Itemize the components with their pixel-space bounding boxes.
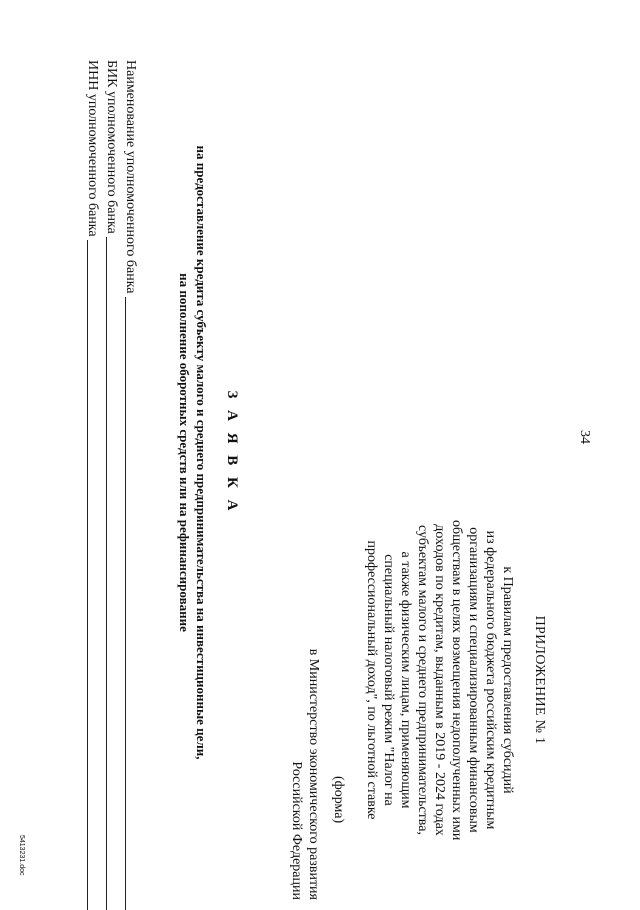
field-label: ИНН уполномоченного банка (85, 60, 100, 237)
document-code: 5413231.doc (18, 835, 25, 876)
page-number: 34 (577, 430, 592, 444)
bank-inn-field[interactable] (84, 60, 102, 910)
appendix-line: к Правилам предоставления субсидий (500, 566, 515, 794)
appendix-line: субъектам малого и среднего предпринимательства, (415, 525, 430, 835)
addressee-line: в Министерство экономического развития (306, 648, 321, 900)
appendix-line: специальный налоговый режим "Налог на (381, 554, 396, 806)
appendix-line: организациям и специализированным финансовым (466, 527, 481, 833)
appendix-title: ПРИЛОЖЕНИЕ № 1 (532, 615, 547, 745)
fill-line[interactable] (106, 237, 108, 910)
appendix-line: доходов по кредитам, выданным в 2019 - 2024 годах (432, 524, 447, 836)
appendix-block (363, 520, 548, 840)
fill-line[interactable] (87, 240, 89, 910)
field-label: БИК уполномоченного банка (104, 60, 119, 234)
appendix-line: из федерального бюджета российским кредитным (483, 530, 498, 830)
field-label: Наименование уполномоченного банка (123, 60, 138, 294)
purpose-line: на пополнение оборотных средств или на рефинансирование (177, 273, 192, 632)
purpose-line: на предоставление кредита субъекту малого и среднего предпринимательства на инвестиционные цели, (194, 145, 209, 760)
document-heading: З А Я В К А (224, 390, 240, 515)
appendix-line: а также физическим лицам, применяющим (398, 551, 413, 809)
addressee-line: Российской Федерации (289, 761, 304, 900)
form-label: (форма) (331, 776, 346, 824)
addressee-block (288, 620, 322, 900)
appendix-line: обществам в целях возмещения недополученных ими (449, 520, 464, 841)
bank-name-field[interactable] (122, 60, 140, 910)
appendix-text (363, 520, 516, 840)
appendix-line: профессиональный доход", по льготной ставке (364, 540, 379, 820)
fill-line[interactable] (125, 297, 127, 910)
document-purpose (176, 0, 210, 905)
bank-bik-field[interactable] (103, 60, 121, 910)
